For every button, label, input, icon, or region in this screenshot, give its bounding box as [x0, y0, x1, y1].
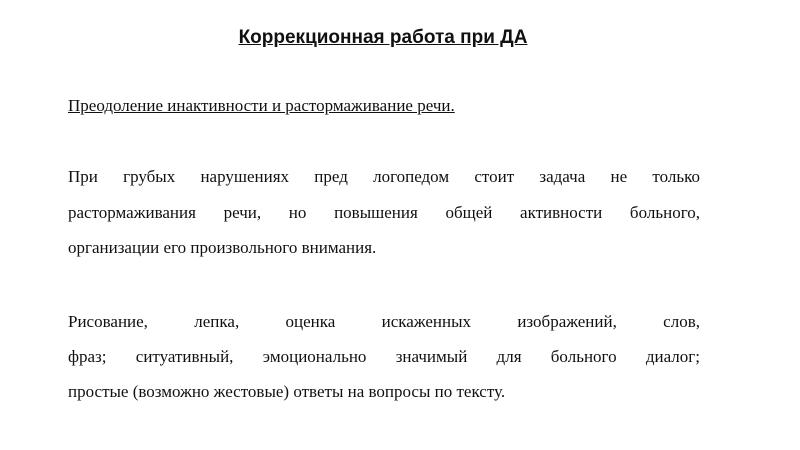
paragraph-2-line-2: фраз; ситуативный, эмоционально значимый для больного диалог; [68, 347, 700, 366]
paragraph-1-line-2: растормаживания речи, но повышения общей активности больного, [68, 203, 700, 222]
paragraph-2-line-1: Рисование, лепка, оценка искаженных изображений, слов, [68, 312, 700, 331]
slide-title: Коррекционная работа при ДА [238, 27, 528, 48]
paragraph-2-line-3: простые (возможно жестовые) ответы на вопросы по тексту. [68, 382, 506, 401]
slide-subtitle: Преодоление инактивности и растормаживание речи. [68, 96, 455, 115]
paragraph-1-line-1: При грубых нарушениях пред логопедом стоит задача не только [68, 167, 700, 186]
paragraph-1-line-3: организации его произвольного внимания. [68, 238, 377, 257]
